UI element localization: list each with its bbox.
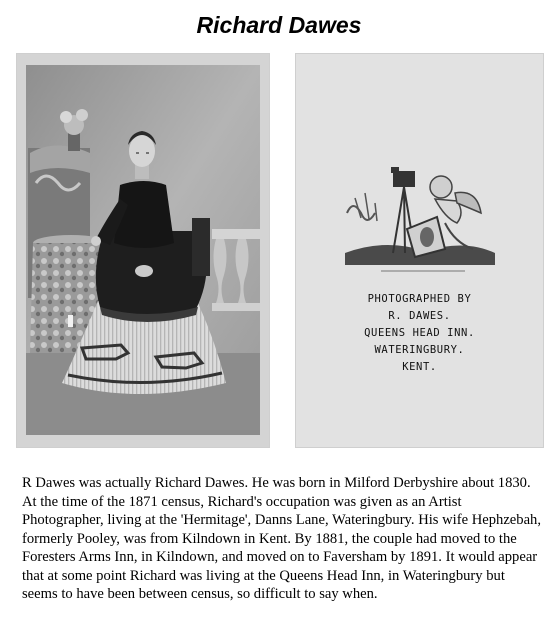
card-back: [295, 53, 544, 448]
card-back-line5: KENT.: [402, 361, 437, 373]
card-back-line1: PHOTOGRAPHED BY: [367, 293, 472, 305]
cherub-camera-illustration: [295, 53, 544, 448]
portrait-illustration: [16, 53, 270, 448]
page-title: Richard Dawes: [196, 12, 362, 38]
card-back-line4: WATERINGBURY.: [374, 344, 465, 356]
portrait-photograph: [16, 53, 270, 448]
card-back-line3: QUEENS HEAD INN.: [364, 327, 475, 339]
card-back-line2: R. DAWES.: [388, 310, 451, 322]
caption-paragraph: R Dawes was actually Richard Dawes. He was born in Milford Derbyshire about 1830. At the time of the 1871 census, Richard's occupation was given as an Artist Photographer, living at the 'Hermitage', Danns Lane, Wateringbury. His wife Hephzebah, formerly Pooley, was from Kilndown in Kent. By 1881, the couple had moved to the Foresters Arms Inn, in Kilndown, and moved on to Faversham by 1891. It would appear that at some point Richard was living at the Queens Head Inn, in Wateringbury but seems to have been between census, so difficult to say when.: [22, 475, 541, 602]
